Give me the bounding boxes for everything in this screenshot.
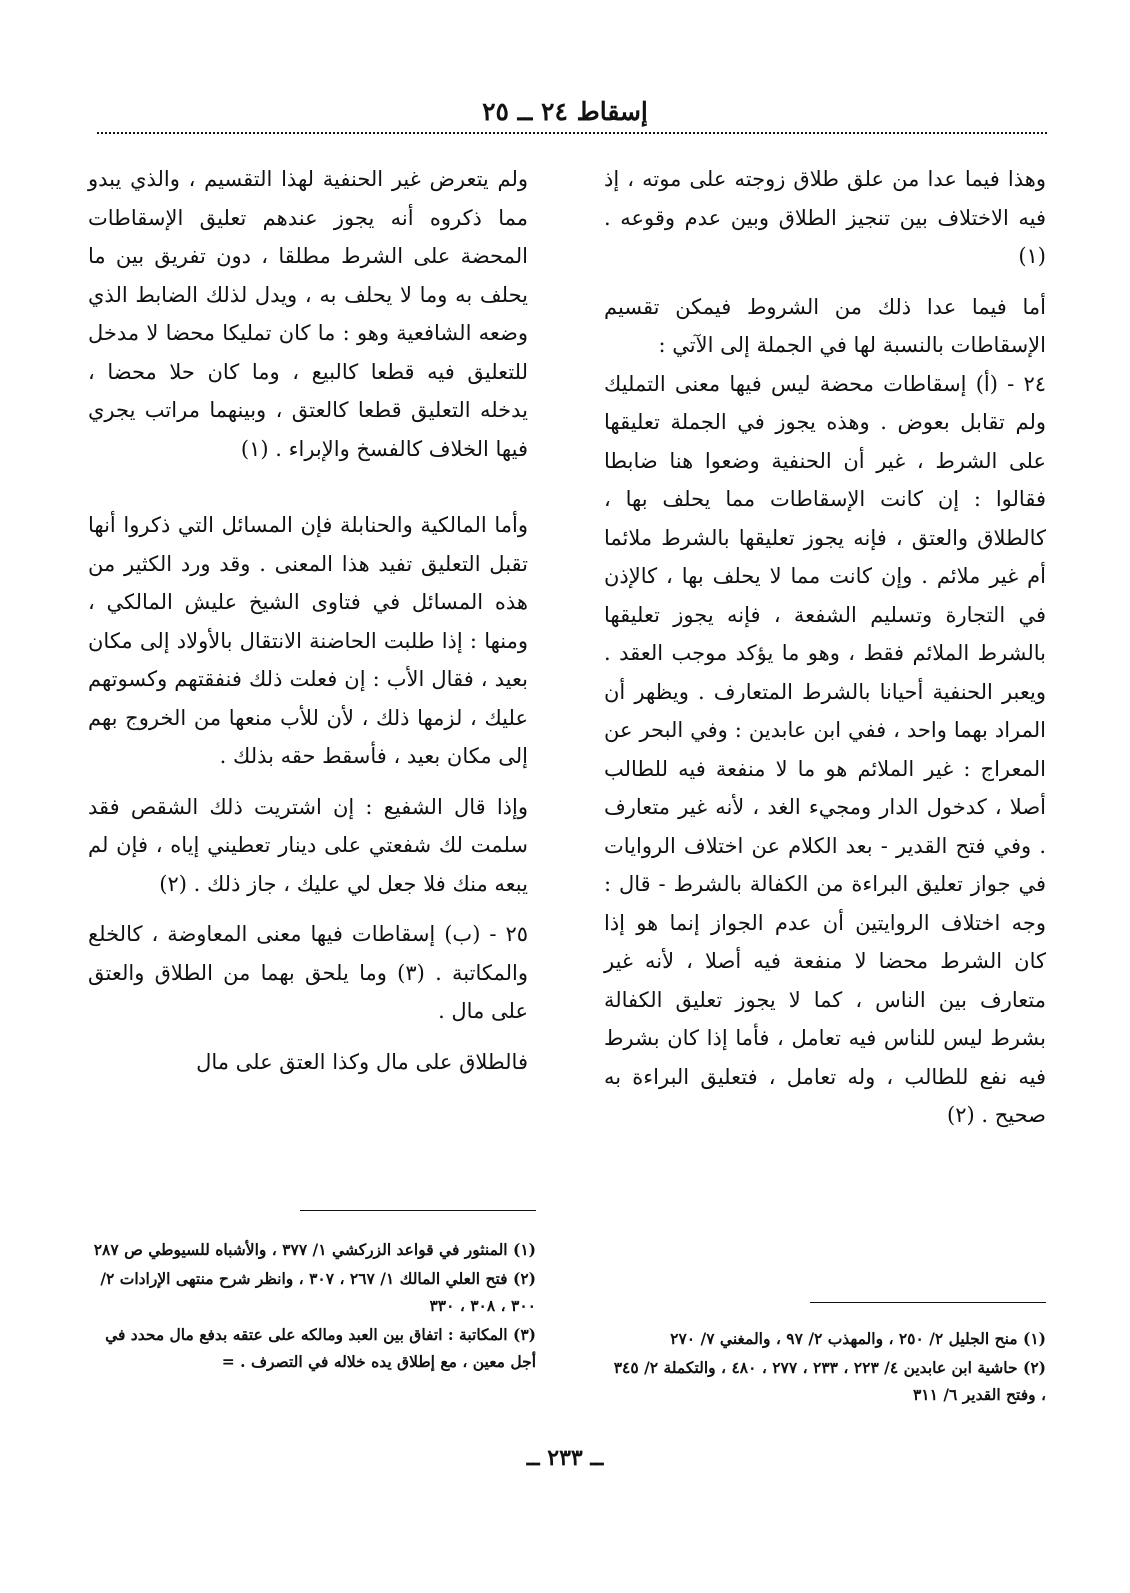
paragraph: وأما المالكية والحنابلة فإن المسائل التي ذكروا أنها تقبل التعليق تفيد هذا المعنى . وقد ورد الكثير من هذه المسائل في فتاوى الشيخ عليش المالكي ، ومنها : إذا طلبت الحاضنة الانتقال بالأولاد إلى مكان بعيد ، فقال الأب : إن فعلت ذلك فنفقتهم وكسوتهم عليك ، لزمها ذلك ، لأن للأب منعها من الخروج بهم إلى مكان بعيد ، فأسقط حقه بذلك . [88, 513, 528, 768]
footnote: (١) المنثور في قواعد الزركشي ١/ ٣٧٧ ، والأشباه للسيوطي ص ٢٨٧ [93, 1240, 536, 1259]
left-column [88, 160, 528, 1081]
page-number: ــ ٢٣٣ ــ [526, 1445, 604, 1471]
footnote: (٣) المكاتبة : اتفاق بين العبد ومالكه على عتقه بدفع مال محدد في أجل معين ، مع إطلاق يده خلاله في التصرف . = [105, 1325, 536, 1371]
paragraph: فالطلاق على مال وكذا العتق على مال [196, 1049, 528, 1074]
footnote: (١) منح الجليل ٢/ ٢٥٠ ، والمهذب ٢/ ٩٧ ، والمغني ٧/ ٢٧٠ [670, 1329, 1046, 1348]
paragraph: وإذا قال الشفيع : إن اشتريت ذلك الشقص فقد سلمت لك شفعتي على دينار تعطيني إياه ، فإن لم يبعه منك فلا جعل لي عليك ، جاز ذلك . (٢) [88, 794, 528, 896]
footnote: (٢) فتح العلي المالك ١/ ٢٦٧ ، ٣٠٧ ، وانظر شرح منتهى الإرادات ٢/ ٣٠٠ ، ٣٠٨ ، ٣٣٠ [100, 1269, 536, 1315]
header-dotted-rule [97, 132, 1047, 134]
footnotes-left [88, 1236, 536, 1377]
footnotes-right [604, 1325, 1046, 1410]
paragraph: ولم يتعرض غير الحنفية لهذا التقسيم ، والذي يبدو مما ذكروه أنه يجوز عندهم تعليق الإسقاطات المحضة على الشرط مطلقا ، دون تفريق بين ما يحلف به وما لا يحلف به ، ويدل لذلك الضابط الذي وضعه الشافعية وهو : ما كان تمليكا محضا لا مدخل للتعليق فيه قطعا كالبيع ، وما كان حلا محضا ، يدخله التعليق قطعا كالعتق ، وبينهما مراتب يجري فيها الخلاف كالفسخ والإبراء . (١) [88, 167, 528, 461]
running-header: إسقاط ٢٤ ــ ٢٥ [482, 97, 648, 126]
footnote-separator [300, 1210, 536, 1211]
right-column [604, 160, 1046, 1135]
footnote-separator [810, 1302, 1046, 1303]
paragraph: وهذا فيما عدا من علق طلاق زوجته على موته ، إذ فيه الاختلاف بين تنجيز الطلاق وبين عدم وقوعه . (١) [604, 167, 1046, 268]
section-24: ٢٤ - (أ) إسقاطات محضة ليس فيها معنى التمليك ولم تقابل بعوض . وهذه يجوز في الجملة تعليقها على الشرط ، غير أن الحنفية وضعوا هنا ضابطا فقالوا : إن كانت الإسقاطات مما يحلف بها ، كالطلاق والعتق ، فإنه يجوز تعليقها بالشرط ملائما أم غير ملائم . وإن كانت مما لا يحلف بها ، كالإذن في التجارة وتسليم الشفعة ، فإنه يجوز تعليقها بالشرط الملائم فقط ، وهو ما يؤكد موجب العقد . ويعبر الحنفية أحيانا بالشرط المتعارف . ويظهر أن المراد بهما واحد ، ففي ابن عابدين : وفي البحر عن المعراج : غير الملائم هو ما لا منفعة فيه للطالب أصلا ، كدخول الدار ومجيء الغد ، لأنه غير متعارف . وفي فتح القدير - بعد الكلام عن اختلاف الروايات في جواز تعليق البراءة من الكفالة بالشرط - قال : وجه اختلاف الروايتين أن عدم الجواز إنما هو إذا كان الشرط محضا لا منفعة فيه أصلا ، لأنه غير متعارف بين الناس ، كما لا يجوز تعليق الكفالة بشرط ليس للناس فيه تعامل ، فأما إذا كان بشرط فيه نفع للطالب ، وله تعامل ، فتعليق البراءة به صحيح . (٢) [604, 371, 1046, 1127]
section-25: ٢٥ - (ب) إسقاطات فيها معنى المعاوضة ، كالخلع والمكاتبة . (٣) وما يلحق بهما من الطلاق والعتق على مال . [88, 922, 529, 1023]
footnote: (٢) حاشية ابن عابدين ٤/ ٢٢٣ ، ٢٣٣ ، ٢٧٧ ، ٤٨٠ ، والتكملة ٢/ ٣٤٥ ، وفتح القدير ٦/ ٣١١ [613, 1358, 1046, 1404]
paragraph: أما فيما عدا ذلك من الشروط فيمكن تقسيم الإسقاطات بالنسبة لها في الجملة إلى الآتي : [604, 294, 1046, 357]
